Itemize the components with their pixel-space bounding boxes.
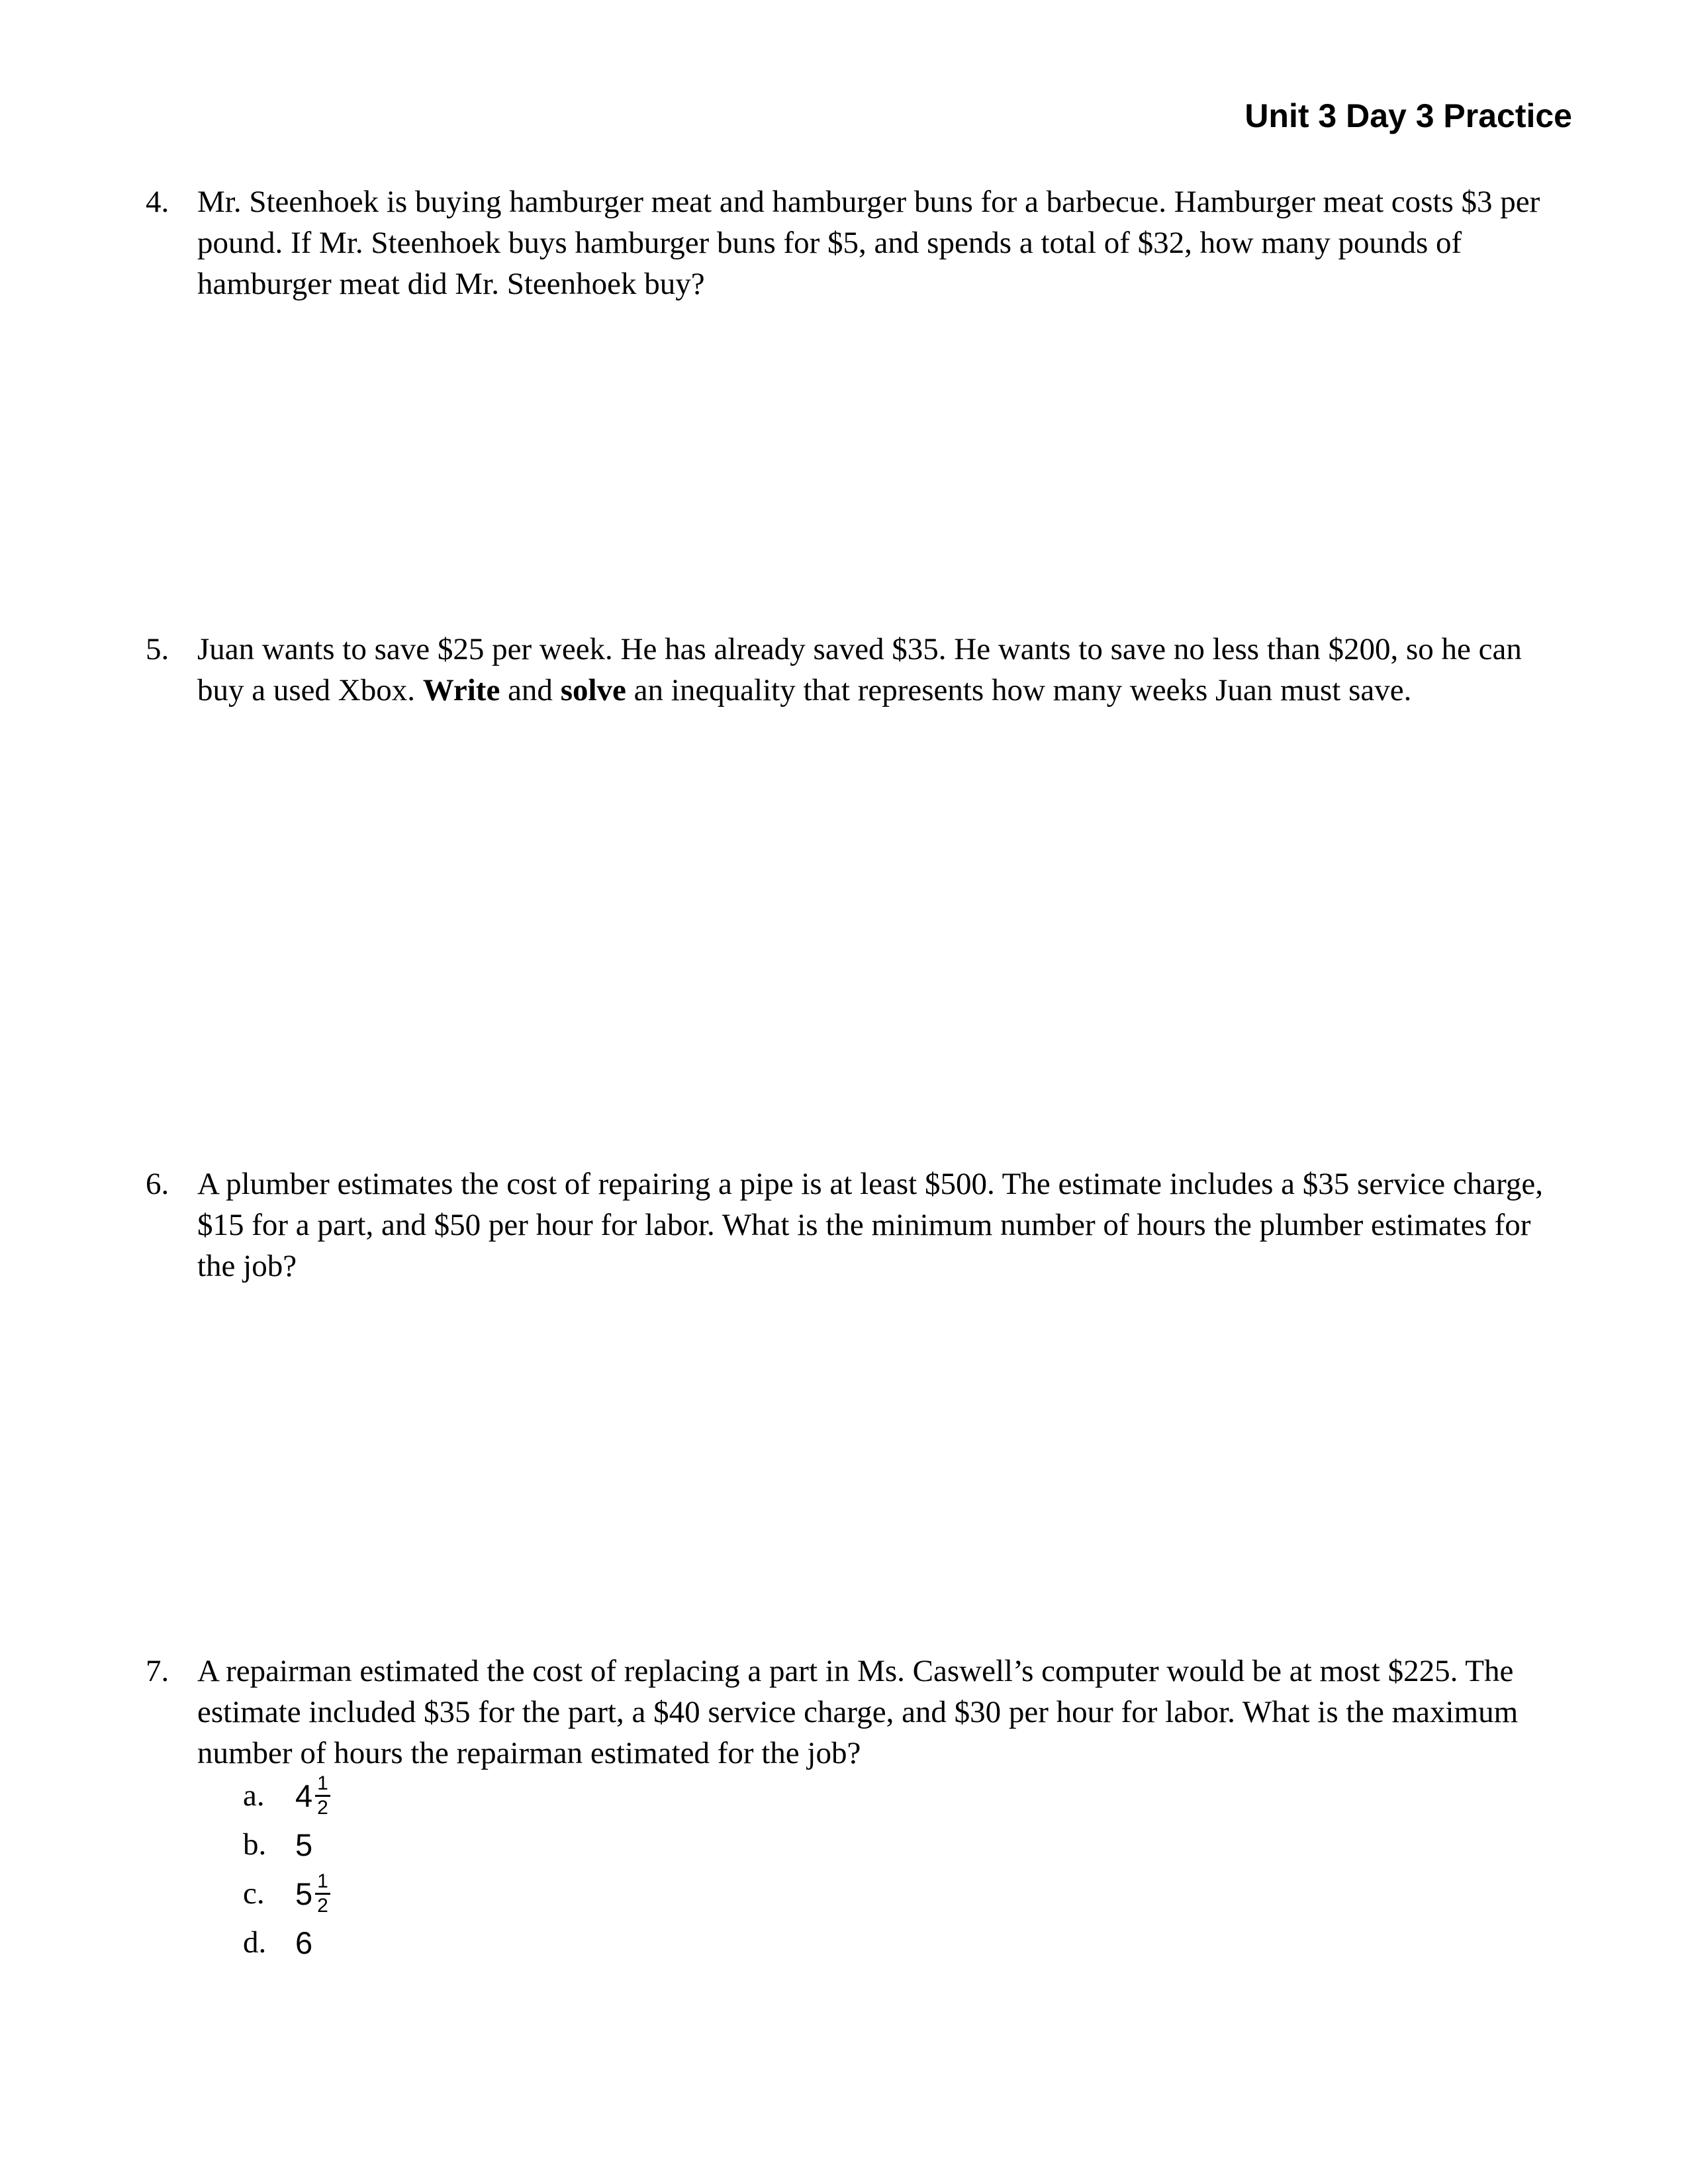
choice-letter: a. xyxy=(243,1778,265,1813)
emphasis-solve: solve xyxy=(560,673,626,707)
choice-letter: c. xyxy=(243,1876,265,1911)
fraction-denominator: 2 xyxy=(317,1894,328,1917)
question-text-segment: an inequality that represents how many weeks Juan must save. xyxy=(626,673,1412,707)
choice-value xyxy=(295,1772,330,1819)
fraction xyxy=(315,1774,330,1818)
fraction-numerator: 1 xyxy=(315,1774,330,1797)
fraction-denominator: 2 xyxy=(317,1796,328,1819)
question-number: 5. xyxy=(146,632,169,666)
answer-choice-d xyxy=(0,1919,463,1966)
question-number: 7. xyxy=(146,1654,169,1688)
question-text-segment: Juan wants to save $25 per week. He has already saved $35. He wants to save no less than $200, so he can buy a used Xbox. xyxy=(197,632,1522,707)
page-title: Unit 3 Day 3 Practice xyxy=(1244,97,1572,134)
question-text-segment: and xyxy=(500,673,561,707)
question-text: A repairman estimated the cost of replacing a part in Ms. Caswell’s computer would be at most $225. The estimate included $35 for the part, a $40 service charge, and $30 per hour for labor. What is the maximum number of hours the repairman estimated for the job? xyxy=(197,1654,1519,1770)
question-text: Mr. Steenhoek is buying hamburger meat and hamburger buns for a barbecue. Hamburger meat costs $3 per pound. If Mr. Steenhoek buys hamburger buns for $5, and spends a total of $32, how many pounds of hamburger meat did Mr. Steenhoek buy? xyxy=(197,185,1540,301)
whole-number: 5 xyxy=(295,1827,313,1862)
emphasis-write: Write xyxy=(422,673,500,707)
question-number: 6. xyxy=(146,1167,169,1201)
question-text: A plumber estimates the cost of repairing a pipe is at least $500. The estimate includes a $35 service charge, $15 for a part, and $50 per hour for labor. What is the minimum number of hours the plumber estimates for the job? xyxy=(197,1167,1544,1283)
answer-choice-b xyxy=(0,1821,463,1868)
answer-choice-c xyxy=(0,1870,463,1917)
choice-value xyxy=(295,1821,312,1868)
answer-choice-a xyxy=(0,1772,463,1819)
fraction-numerator: 1 xyxy=(315,1872,330,1895)
fraction xyxy=(315,1872,330,1916)
choice-letter: b. xyxy=(243,1827,267,1862)
question-text xyxy=(197,629,1575,711)
whole-number: 6 xyxy=(295,1925,313,1960)
choice-value xyxy=(295,1919,312,1966)
mixed-number-whole: 5 xyxy=(295,1876,313,1911)
choice-value xyxy=(295,1870,330,1917)
mixed-number-whole: 4 xyxy=(295,1778,313,1813)
question-number: 4. xyxy=(146,185,169,219)
choice-letter: d. xyxy=(243,1925,267,1960)
